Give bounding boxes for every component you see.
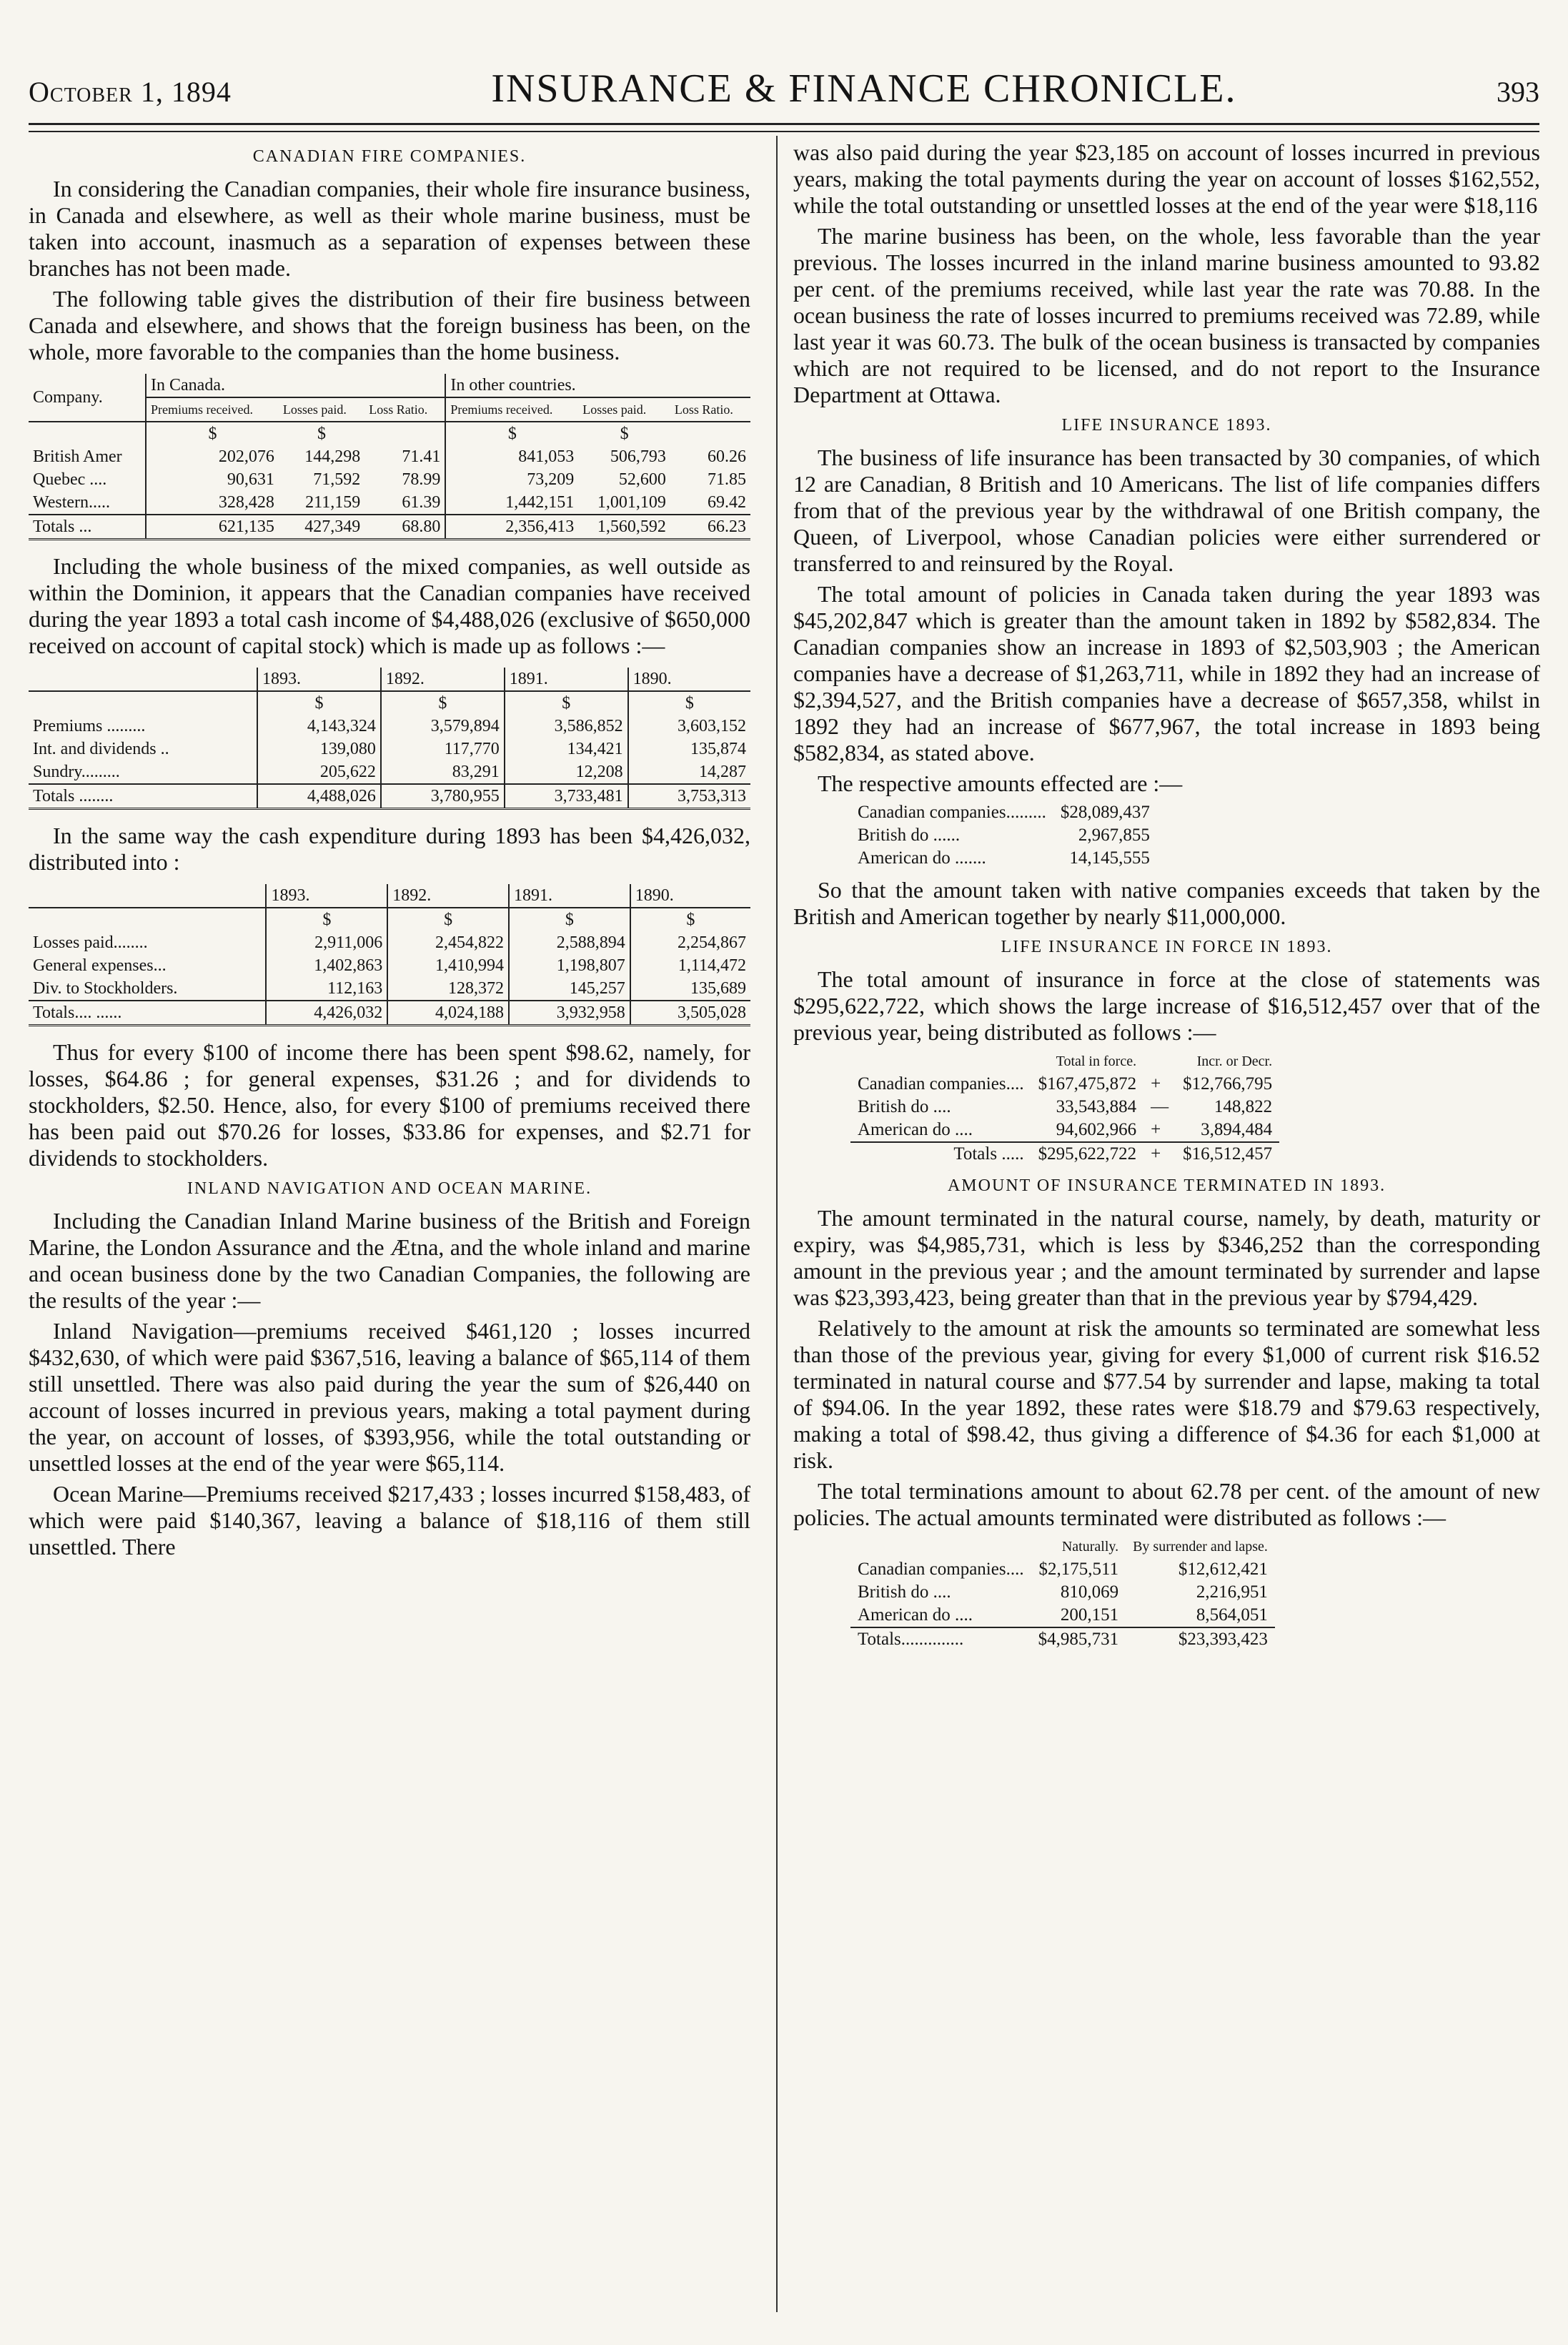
row-label: Premiums ......... — [33, 717, 146, 735]
cell: 90,631 — [146, 468, 279, 491]
cell: 1,442,151 — [445, 491, 578, 515]
cell: 69.42 — [708, 493, 746, 512]
dollar-sign: $ — [628, 691, 750, 715]
dollar-sign: $ — [387, 908, 509, 931]
table-row — [29, 931, 750, 954]
cell: $28,089,437 — [1060, 803, 1150, 822]
cell: $23,393,423 — [1126, 1627, 1275, 1651]
cell: 128,372 — [387, 977, 509, 1001]
table-row — [850, 1119, 1279, 1142]
row-label: American do .... — [858, 1605, 973, 1625]
table-row — [850, 824, 1157, 847]
paragraph: The business of life insurance has been transacted by 30 companies, of which 12 are Canadian, 8 British and 10 Americans. The list of life companies differs from that of the previous year by the withdrawal of one British company, the Queen, of Liverpool, whose Canadian policies were either surrendered or transferred to and reinsured by the Royal. — [793, 445, 1540, 576]
cell: 202,076 — [146, 445, 279, 468]
paragraph: The total amount of policies in Canada taken during the year 1893 was $45,202,847 which is greater than the amount taken in 1892 by $582,834. The Canadian companies show an increase in 1893 of $2,503,903 ; the American companies have a decrease of $1,263,711, while in 1892 they had an increase of $2,394,527, and the British companies have a decrease of $657,358, whilst in 1892 they had an increase of $677,967, the total increase in 1893 being $582,834, as stated above. — [793, 581, 1540, 765]
row-label: Totals.... ...... — [29, 1001, 266, 1026]
cell: 60.26 — [708, 447, 746, 466]
cell: 427,349 — [279, 515, 364, 540]
row-label: British do ...... — [858, 826, 961, 845]
th-naturally: Naturally. — [1061, 1539, 1119, 1555]
dollar-sign: $ — [317, 425, 327, 443]
publication-title: INSURANCE & FINANCE CHRONICLE. — [491, 66, 1237, 111]
paragraph: The total terminations amount to about 62.78 per cent. of the amount of new policies. The actual amounts terminated were distributed as follows :— — [793, 1478, 1540, 1530]
row-label: Canadian companies......... — [858, 803, 1046, 822]
th-surrender-lapse: By surrender and lapse. — [1133, 1539, 1268, 1555]
terminations-table — [850, 1535, 1275, 1651]
cell: 135,689 — [630, 977, 750, 1001]
th-year: 1893. — [266, 884, 387, 908]
cell: 135,874 — [628, 738, 750, 760]
row-label: General expenses... — [33, 956, 167, 975]
sign: + — [1151, 1074, 1161, 1094]
insurance-in-force-table — [850, 1050, 1279, 1166]
table-row — [850, 847, 1157, 870]
paragraph: In the same way the cash expenditure during 1893 has been $4,426,032, distributed into : — [29, 823, 750, 875]
th-sub: Losses paid. — [578, 397, 670, 422]
cell: 12,208 — [505, 760, 628, 784]
cash-income-table — [29, 668, 750, 810]
cell: 4,426,032 — [266, 1001, 387, 1026]
row-label: Canadian companies.... — [858, 1560, 1024, 1579]
cell: 2,911,006 — [266, 931, 387, 954]
cell: 1,114,472 — [630, 954, 750, 977]
cell: 144,298 — [304, 447, 361, 466]
cell: 68.80 — [364, 515, 445, 540]
heading-canadian-fire: CANADIAN FIRE COMPANIES. — [252, 147, 527, 166]
paragraph: Thus for every $100 of income there has been spent $98.62, namely, for losses, $64.86 ; for general expenses, $31.26 ; and for dividends to stockholders, $2.50. Hence, also, for every $100 of premiums received there has been paid out $70.26 for losses, $33.86 for expenses, and $2.71 for dividends to stockholders. — [29, 1039, 750, 1171]
th-sub: Premiums received. — [445, 397, 578, 422]
th-year: 1892. — [381, 668, 505, 691]
cell: $16,512,457 — [1176, 1142, 1279, 1166]
cell: 3,780,955 — [381, 784, 505, 809]
cell: 2,588,894 — [509, 931, 630, 954]
row-label: British do .... — [858, 1097, 951, 1116]
sign: — — [1151, 1097, 1169, 1116]
row-label: British do .... — [858, 1582, 951, 1602]
cell: 2,216,951 — [1196, 1582, 1268, 1602]
row-label: Western..... — [33, 493, 111, 512]
paragraph: The amount terminated in the natural course, namely, by death, maturity or expiry, was $4,985,731, which is less by $346,252 than the corresponding amount in the previous year ; and the amount terminated by surrender and lapse was $23,393,423, being greater than that in the previous year by $794,429. — [793, 1205, 1540, 1310]
cell: 1,410,994 — [387, 954, 509, 977]
cell: 2,356,413 — [445, 515, 578, 540]
paragraph: Including the Canadian Inland Marine business of the British and Foreign Marine, the London Assurance and the Ætna, and the whole inland and marine and ocean business done by the two Canadian Companies, the following are the results of the year :— — [29, 1208, 750, 1313]
cell: 3,603,152 — [628, 715, 750, 738]
cell: 83,291 — [381, 760, 505, 784]
cell: 1,402,863 — [266, 954, 387, 977]
cell: $2,175,511 — [1038, 1560, 1119, 1579]
cell: 145,257 — [509, 977, 630, 1001]
cell: 2,454,822 — [387, 931, 509, 954]
row-label: Totals.............. — [850, 1627, 1031, 1651]
paragraph: The following table gives the distribution of their fire business between Canada and elsewhere, and shows that the foreign business has been, on the whole, more favorable to the companies than the home business. — [29, 286, 750, 365]
row-label: Div. to Stockholders. — [33, 979, 178, 998]
cell: 71,592 — [313, 470, 361, 489]
paragraph: The marine business has been, on the whole, less favorable than the year previous. The losses incurred in the inland marine business amounted to 93.82 per cent. of the premiums received, while last year the rate was 70.88. In the ocean business the rate of losses incurred to premiums received was 72.89, while last year it was 60.73. The bulk of the ocean business is transacted by companies which are not required to be licensed, and do not report to the Insurance Department at Ottawa. — [793, 223, 1540, 407]
amounts-effected-table — [850, 801, 1157, 870]
th-total-in-force: Total in force. — [1056, 1053, 1137, 1069]
sign: + — [1143, 1142, 1176, 1166]
cell: 3,932,958 — [509, 1001, 630, 1026]
dollar-sign: $ — [445, 422, 578, 445]
cell: 134,421 — [505, 738, 628, 760]
cell: 1,560,592 — [578, 515, 670, 540]
issue-date: October 1, 1894 — [29, 76, 232, 108]
row-label: British Amer — [33, 447, 122, 466]
table-row — [850, 801, 1157, 824]
cell: 33,543,884 — [1056, 1097, 1137, 1116]
cell: 4,024,188 — [387, 1001, 509, 1026]
th-year: 1890. — [630, 884, 750, 908]
table-row — [29, 715, 750, 738]
left-column — [29, 139, 750, 1565]
cell: 810,069 — [1060, 1582, 1119, 1602]
cell: 506,793 — [610, 447, 666, 466]
th-year: 1893. — [257, 668, 381, 691]
cell: 14,145,555 — [1069, 848, 1150, 868]
row-label: Quebec .... — [33, 470, 107, 489]
dollar-sign: $ — [381, 691, 505, 715]
cell: 52,600 — [618, 470, 666, 489]
th-sub: Premiums received. — [146, 397, 279, 422]
table-row — [29, 760, 750, 784]
cell: 73,209 — [445, 468, 578, 491]
cell: $167,475,872 — [1038, 1074, 1137, 1094]
cell: 139,080 — [257, 738, 381, 760]
paragraph: Including the whole business of the mixed companies, as well outside as within the Dominion, it appears that the Canadian companies have received during the year 1893 a total cash income of $4,488,026 (exclusive of $650,000 received on account of capital stock) which is made up as follows :— — [29, 553, 750, 658]
th-sub: Loss Ratio. — [364, 397, 445, 422]
table-row — [29, 468, 750, 491]
cell: 3,894,484 — [1201, 1120, 1273, 1139]
cash-expenditure-table — [29, 884, 750, 1026]
cell: 1,001,109 — [597, 493, 666, 512]
cell: 8,564,051 — [1196, 1605, 1268, 1625]
cell: 148,822 — [1214, 1097, 1273, 1116]
table-row — [850, 1581, 1275, 1604]
table-row — [29, 445, 750, 468]
th-year: 1890. — [628, 668, 750, 691]
masthead — [29, 66, 1539, 123]
cell: 78.99 — [402, 470, 441, 489]
paragraph: Ocean Marine—Premiums received $217,433 ; losses incurred $158,483, of which were paid $140,367, leaving a balance of $18,116 of them still unsettled. There — [29, 1481, 750, 1560]
th-sub: Losses paid. — [279, 397, 364, 422]
row-label: Totals ........ — [29, 784, 257, 809]
table-row — [850, 1073, 1279, 1096]
heading-insurance-in-force: LIFE INSURANCE IN FORCE IN 1893. — [1001, 938, 1333, 956]
cell: 2,967,855 — [1078, 826, 1150, 845]
th-year: 1891. — [505, 668, 628, 691]
cell: 3,579,894 — [381, 715, 505, 738]
row-label: Canadian companies.... — [858, 1074, 1024, 1094]
dollar-sign: $ — [630, 908, 750, 931]
right-column — [793, 139, 1540, 1658]
totals-row — [850, 1627, 1275, 1651]
cell: $12,766,795 — [1183, 1074, 1273, 1094]
totals-row — [29, 515, 750, 540]
th-year: 1892. — [387, 884, 509, 908]
cell: 71.85 — [708, 470, 746, 489]
paragraph: The total amount of insurance in force at the close of statements was $295,622,722, which shows the large increase of $16,512,457 over that of the previous year, being distributed as follows :— — [793, 966, 1540, 1045]
cell: 2,254,867 — [630, 931, 750, 954]
cell: 205,622 — [257, 760, 381, 784]
cell: 94,602,966 — [1056, 1120, 1137, 1139]
th-sub: Loss Ratio. — [670, 397, 750, 422]
row-label: Totals ... — [29, 515, 146, 540]
cell: 211,159 — [305, 493, 361, 512]
paragraph: Relatively to the amount at risk the amounts so terminated are somewhat less than those of the previous year, giving for every $1,000 of current risk $16.52 terminated in natural course and $77.54 by surrender and lapse, making ta total of $94.06. In the year 1892, these rates were $18.79 and $79.63 respectively, making a total of $98.42, thus giving a difference of $4.36 for each $1,000 at risk. — [793, 1315, 1540, 1473]
dollar-sign: $ — [509, 908, 630, 931]
cell: 112,163 — [266, 977, 387, 1001]
masthead-rule — [29, 123, 1539, 132]
table-row — [850, 1604, 1275, 1627]
paragraph: The respective amounts effected are :— — [818, 770, 1183, 796]
th-in-canada: In Canada. — [146, 374, 445, 397]
row-label: Totals ..... — [850, 1142, 1031, 1166]
cell: 621,135 — [146, 515, 279, 540]
row-label: American do .... — [858, 1120, 973, 1139]
totals-row — [850, 1142, 1279, 1166]
table-row — [850, 1096, 1279, 1119]
page-number: 393 — [1497, 76, 1539, 108]
heading-inland-navigation: INLAND NAVIGATION AND OCEAN MARINE. — [187, 1179, 592, 1198]
heading-insurance-terminated: AMOUNT OF INSURANCE TERMINATED IN 1893. — [947, 1176, 1386, 1195]
dollar-sign: $ — [620, 425, 629, 443]
cell: 1,198,807 — [509, 954, 630, 977]
paragraph: Inland Navigation—premiums received $461,120 ; losses incurred $432,630, of which were paid $367,516, leaving a balance of $65,114 of them still unsettled. There was also paid during the year the sum of $26,440 on account of losses incurred in previous years, making a total payment during the year, on account of losses, of $393,956, while the total outstanding or unsettled losses at the end of the year were $65,114. — [29, 1318, 750, 1476]
cell: 117,770 — [381, 738, 505, 760]
table-row — [29, 738, 750, 760]
th-year: 1891. — [509, 884, 630, 908]
table-row — [29, 954, 750, 977]
cell: 14,287 — [628, 760, 750, 784]
cell: 3,733,481 — [505, 784, 628, 809]
fire-distribution-table — [29, 374, 750, 540]
cell: 3,586,852 — [505, 715, 628, 738]
paragraph: So that the amount taken with native companies exceeds that taken by the British and American together by nearly $11,000,000. — [793, 877, 1540, 929]
cell: 71.41 — [402, 447, 441, 466]
dollar-sign: $ — [505, 691, 628, 715]
row-label: Int. and dividends .. — [33, 740, 169, 758]
cell: 61.39 — [402, 493, 441, 512]
sign: + — [1151, 1120, 1161, 1139]
row-label: Sundry......... — [33, 763, 120, 781]
totals-row — [29, 1001, 750, 1026]
cell: 841,053 — [445, 445, 578, 468]
column-divider — [776, 136, 778, 2312]
th-incr-decr: Incr. or Decr. — [1196, 1053, 1273, 1069]
paragraph: was also paid during the year $23,185 on account of losses incurred in previous years, making the total payments during the year on account of losses $162,552, while the total outstanding or unsettled losses at the end of the year were $18,116 — [793, 139, 1540, 218]
table-row — [29, 977, 750, 1001]
row-label: Losses paid........ — [33, 933, 148, 952]
table-row — [29, 491, 750, 515]
table-row — [850, 1558, 1275, 1581]
th-other-countries: In other countries. — [445, 374, 750, 397]
heading-life-insurance: LIFE INSURANCE 1893. — [1061, 416, 1272, 435]
dollar-sign: $ — [146, 422, 279, 445]
cell: 328,428 — [146, 491, 279, 515]
row-label: American do ....... — [858, 848, 986, 868]
th-company: Company. — [29, 374, 146, 422]
cell: $12,612,421 — [1178, 1560, 1268, 1579]
cell: 4,488,026 — [257, 784, 381, 809]
paragraph: In considering the Canadian companies, their whole fire insurance business, in Canada and elsewhere, as well as their whole marine business, must be taken into account, inasmuch as a separation of expenses between these branches has not been made. — [29, 176, 750, 281]
cell: 3,753,313 — [628, 784, 750, 809]
cell: 4,143,324 — [257, 715, 381, 738]
dollar-sign: $ — [257, 691, 381, 715]
dollar-sign: $ — [266, 908, 387, 931]
cell: 3,505,028 — [630, 1001, 750, 1026]
cell: 200,151 — [1060, 1605, 1119, 1625]
cell: 66.23 — [670, 515, 750, 540]
totals-row — [29, 784, 750, 809]
cell: $295,622,722 — [1031, 1142, 1144, 1166]
cell: $4,985,731 — [1031, 1627, 1126, 1651]
